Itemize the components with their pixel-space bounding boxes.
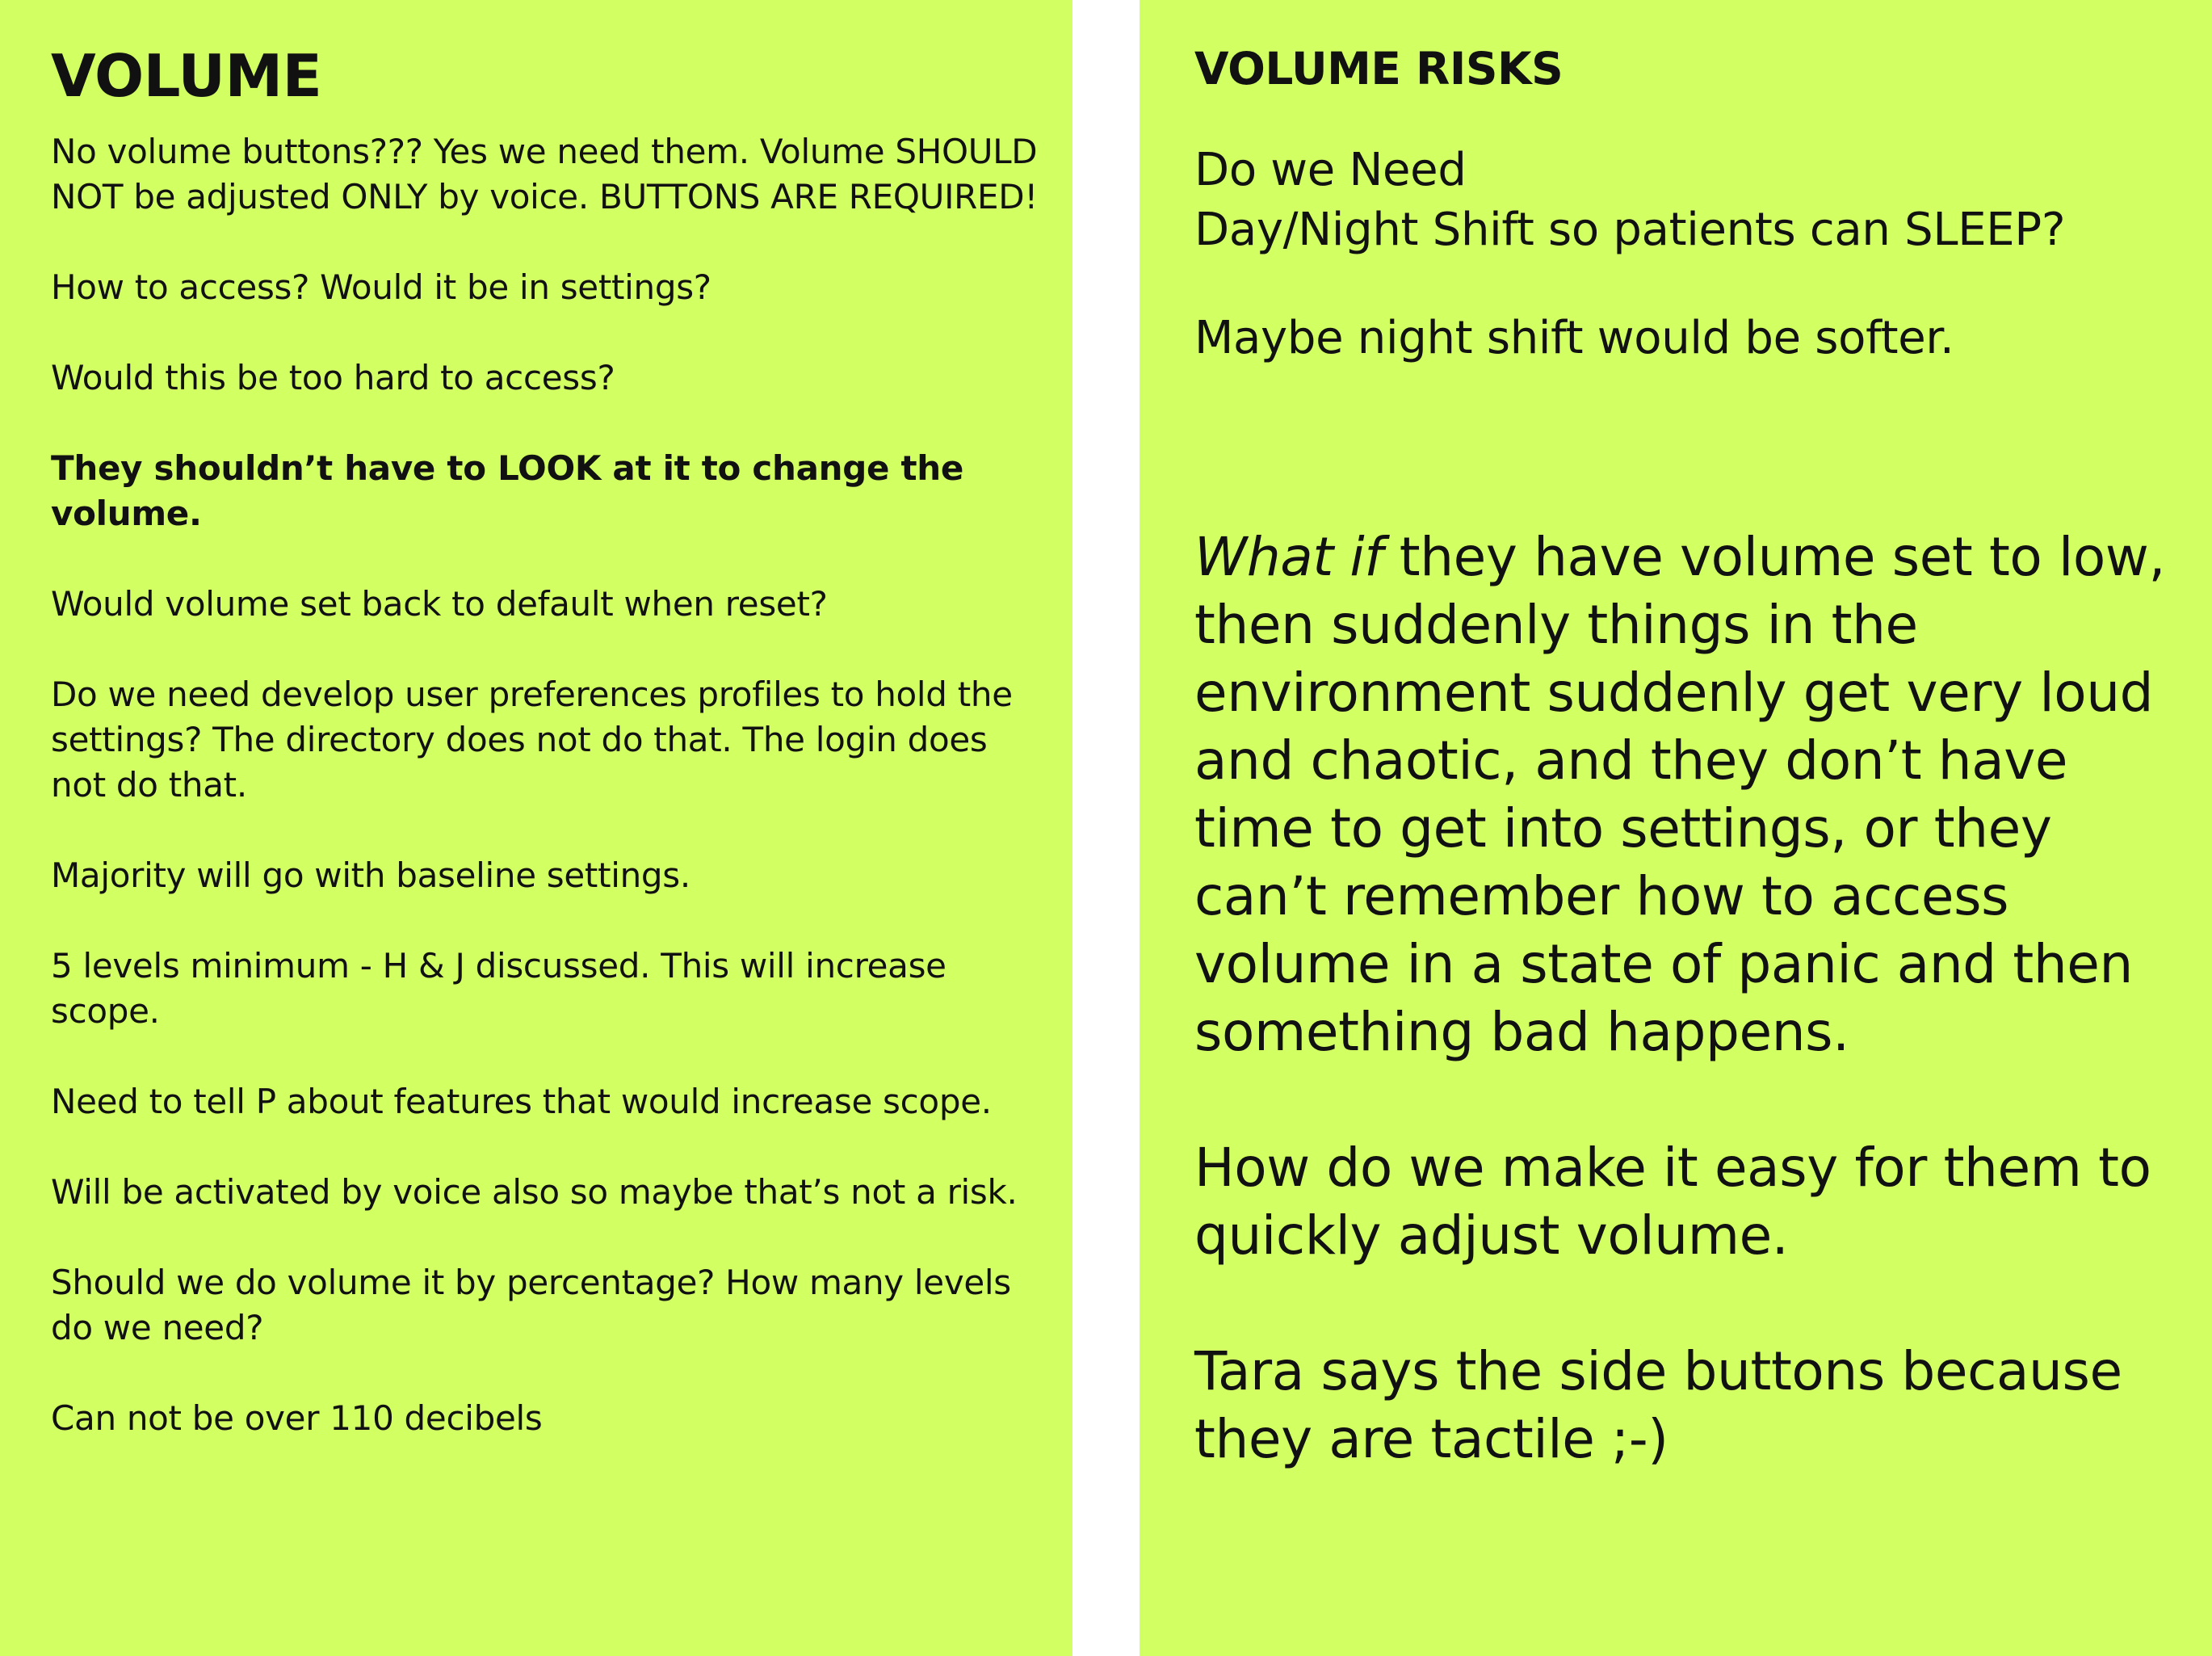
volume-note-paragraph: Majority will go with baseline settings. bbox=[51, 855, 690, 895]
volume-sticky-note bbox=[0, 0, 1072, 1656]
what-if-rest: they have volume set to low, then suddenly things in the environment suddenly get very loud and chaotic, and they don’t have time to get into settings, or they can’t remember how to access volume in a state of panic and then something bad happens. bbox=[1194, 526, 2166, 1063]
volume-note-paragraph: Would volume set back to default when reset? bbox=[51, 584, 828, 624]
volume-risks-sticky-note bbox=[1140, 0, 2212, 1656]
volume-note-paragraph: 5 levels minimum - H & J discussed. This will increase scope. bbox=[51, 946, 947, 1031]
what-if-lead: What if bbox=[1194, 526, 1383, 588]
note-gap bbox=[1194, 428, 2196, 523]
volume-note-paragraph: Do we need develop user preferences profiles to hold the settings? The directory does not do that. The login does not do that. bbox=[51, 675, 1013, 805]
volume-note-paragraph: Need to tell P about features that would increase scope. bbox=[51, 1082, 992, 1121]
volume-note-body bbox=[51, 129, 1040, 1441]
day-night-shift-question bbox=[1194, 141, 2196, 260]
day-night-question-line-1: Do we Need bbox=[1194, 144, 1467, 196]
volume-note-paragraph: Can not be over 110 decibels bbox=[51, 1398, 543, 1438]
day-night-question-line-2: Day/Night Shift so patients can SLEEP? bbox=[1194, 204, 2066, 256]
volume-note-paragraph: Will be activated by voice also so maybe that’s not a risk. bbox=[51, 1172, 1018, 1212]
volume-note-paragraph: How to access? Would it be in settings? bbox=[51, 267, 711, 307]
volume-note-paragraph: Would this be too hard to access? bbox=[51, 358, 615, 397]
volume-note-paragraph: They shouldn’t have to LOOK at it to change the volume. bbox=[51, 448, 964, 533]
volume-note-paragraph: Should we do volume it by percentage? How many levels do we need? bbox=[51, 1263, 1011, 1347]
tara-side-buttons-note: Tara says the side buttons because they are tactile ;-) bbox=[1194, 1340, 2122, 1470]
night-shift-softer-note: Maybe night shift would be softer. bbox=[1194, 312, 1954, 364]
how-do-we-question: How do we make it easy for them to quickly adjust volume. bbox=[1194, 1137, 2151, 1267]
volume-note-paragraph: No volume buttons??? Yes we need them. Volume SHOULD NOT be adjusted ONLY by voice. BUTTONS ARE REQUIRED! bbox=[51, 132, 1038, 216]
volume-risks-note-title: VOLUME RISKS bbox=[1194, 43, 1564, 95]
what-if-scenario bbox=[1194, 523, 2196, 1066]
volume-note-title: VOLUME bbox=[51, 42, 322, 110]
